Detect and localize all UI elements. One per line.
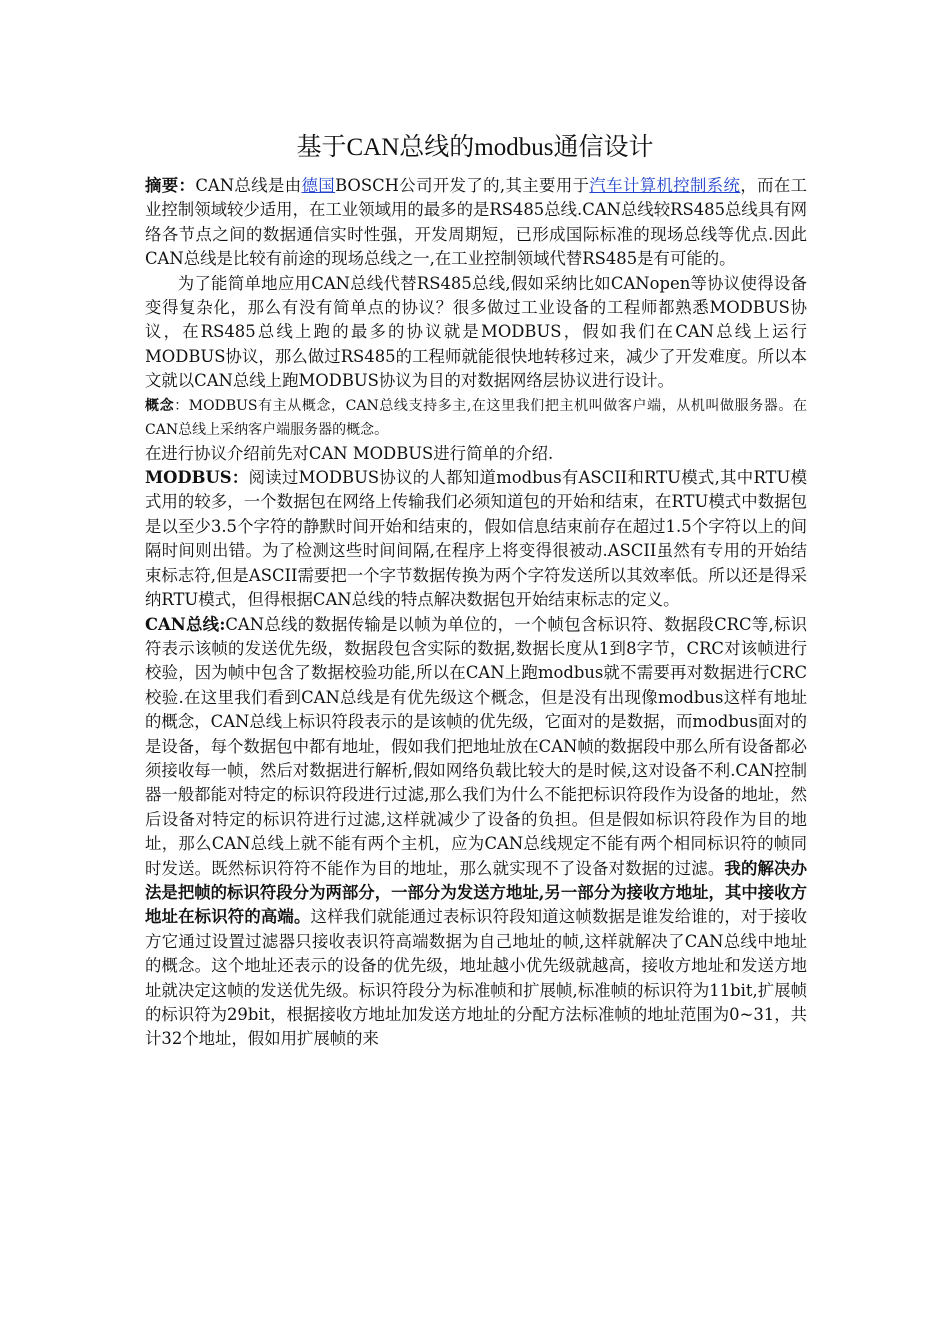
can-text-2: 这样我们就能通过表标识符段知道这帧数据是谁发给谁的，对于接收方它通过设置过滤器只接收表识符高端数据为自己地址的帧,这样就解决了CAN总线中地址的概念。这个地址还表示的设备的优先级，地址越小优先级就越高，接收方地址和发送方地址就决定这帧的发送优先级。标识符段分为标准帧和扩展帧,标准帧的标识符为11bit,扩展帧的标识符为29bit，根据接收方地址加发送方地址的分配方法标准帧的地址范围为0~31，共计32个地址，假如用扩展帧的来 bbox=[145, 907, 808, 1049]
modbus-text: 阅读过MODBUS协议的人都知道modbus有ASCII和RTU模式,其中RTU模式用的较多，一个数据包在网络上传输我们必须知道包的开始和结束，在RTU模式中数据包是以至少3.5个字符的静默时间开始和结束的，假如信息结束前存在超过1.5个字符以上的间隔时间则出错。为了检测这些时间间隔,在程序上将变得很被动.ASCII虽然有专用的开始结束标志符,但是ASCII需要把一个字节数据传换为两个字符发送所以其效率低。所以还是得采纳RTU模式，但得根据CAN总线的特点解决数据包开始结束标志的定义。 bbox=[145, 468, 807, 610]
link-germany[interactable]: 德国 bbox=[301, 176, 336, 195]
can-solution-bold: 我的解决办法是把帧的标识符段分为两部分，一部分为发送方地址,另一部分为接收方地址，其中接收方地址在标识符的高端。 bbox=[145, 858, 807, 927]
abstract-paragraph bbox=[145, 174, 807, 272]
link-automotive-control[interactable]: 汽车计算机控制系统 bbox=[589, 176, 741, 195]
modbus-label: MODBUS： bbox=[145, 468, 249, 488]
abstract-text-2: BOSCH公司开发了的,其主要用于 bbox=[335, 176, 590, 195]
can-text-1: CAN总线的数据传输是以帧为单位的，一个帧包含标识符、数据段CRC等,标识符表示该帧的发送优先级，数据段包含实际的数据,数据长度从1到8字节，CRC对该帧进行校验，因为帧中包含了数据校验功能,所以在CAN上跑modbus就不需要再对数据进行CRC校验.在这里我们看到CAN总线是有优先级这个概念，但是没有出现像modbus这样有地址的概念，CAN总线上标识符段表示的是该帧的优先级，它面对的是数据，而modbus面对的是设备，每个数据包中都有地址，假如我们把地址放在CAN帧的数据段中那么所有设备都必须接收每一帧，然后对数据进行解析,假如网络负载比较大的是时候,这对设备不利.CAN控制器一般都能对特定的标识符段进行过滤,那么我们为什么不能把标识符段作为设备的地址，然后设备对特定的标识符进行过滤,这样就减少了设备的负担。但是假如标识符段作为目的地址，那么CAN总线上就不能有两个主机，应为CAN总线规定不能有两个相同标识符的帧同时发送。既然标识符符不能作为目的地址，那么就实现不了设备对数据的过滤。 bbox=[145, 614, 808, 878]
before-intro-paragraph: 在进行协议介绍前先对CAN MODBUS进行简单的介绍. bbox=[145, 443, 554, 463]
concept-paragraph bbox=[145, 394, 807, 442]
can-paragraph bbox=[145, 613, 807, 1052]
concept-label: 概念 bbox=[145, 397, 175, 414]
page-title: 基于CAN总线的modbus通信设计 bbox=[296, 134, 654, 161]
abstract-text-3: ，而在工业控制领域较少适用，在工业领域用的最多的是RS485总线.CAN总线较RS485总线具有网络各节点之间的数据通信实时性强，开发周期短，已形成国际标准的现场总线等优点.因此CAN总线是比较有前途的现场总线之一,在工业控制领域代替RS485是有可能的。 bbox=[145, 176, 808, 269]
abstract-text-1: CAN总线是由 bbox=[195, 176, 302, 195]
concept-text: ：MODBUS有主从概念，CAN总线支持多主,在这里我们把主机叫做客户端，从机叫做服务器。在CAN总线上采纳客户端服务器的概念。 bbox=[145, 397, 807, 438]
modbus-paragraph bbox=[145, 466, 807, 612]
abstract-label: 摘要： bbox=[145, 176, 196, 195]
document-body bbox=[145, 174, 807, 1052]
can-label: CAN总线: bbox=[145, 614, 226, 634]
intro-paragraph: 为了能简单地应用CAN总线代替RS485总线,假如采纳比如CANopen等协议使得设备变得复杂化，那么有没有简单点的协议？很多做过工业设备的工程师都熟悉MODBUS协议，在RS485总线上跑的最多的协议就是MODBUS，假如我们在CAN总线上运行MODBUS协议，那么做过RS485的工程师就能很快地转移过来，减少了开发难度。所以本文就以CAN总线上跑MODBUS协议为目的对数据网络层协议进行设计。 bbox=[145, 273, 807, 391]
